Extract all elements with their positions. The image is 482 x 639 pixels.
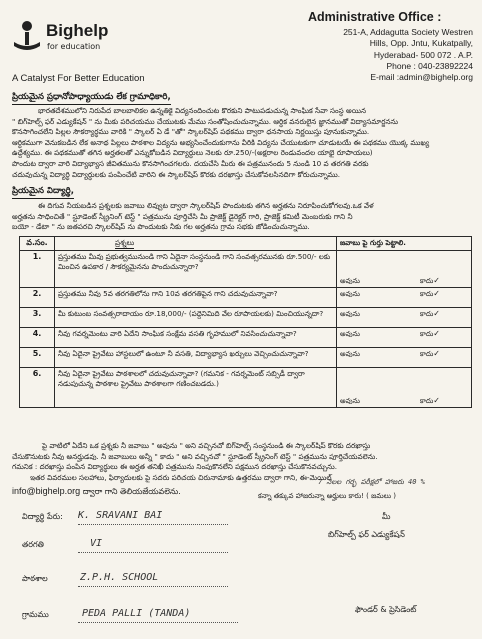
village-label: గ్రామము: [22, 610, 49, 619]
eligibility-table: [19, 236, 472, 408]
closing-org: బిగ్‌హెల్ప్ ఫర్ ఎడ్యుకేషన్: [328, 530, 405, 539]
address-line: Hills, Opp. Jntu, Kukatpally,: [369, 38, 473, 49]
row-question: నీవు ఏదైనా ప్రైవేటు హాస్టలులో ఉంటూ నీ వసతి, విద్యాభ్యాస ఖర్చులు వెచ్చించుచున్నావా?: [55, 348, 337, 368]
contact-suffix: ద్వారా గాని తెలియజేయవలెను.: [82, 487, 181, 496]
no-option[interactable]: [390, 276, 440, 286]
intro-paragraph: [12, 106, 472, 180]
village-underline: [78, 622, 238, 623]
no-option[interactable]: [390, 309, 440, 319]
yes-option[interactable]: అవును: [340, 310, 360, 318]
student-line: ఈ దిగువ నీయబడిన ప్రశ్నలకు జవాబు లివ్వుట ద్వారా స్కాలర్‌షిప్ పొందుటకు తగిన అర్హతను నిరూపించుకోగలవు.ఒక వేళ: [38, 201, 374, 210]
village-field[interactable]: PEDA PALLI (TANDA): [82, 608, 191, 619]
office-address: [298, 27, 473, 83]
row-number: 4.: [20, 328, 55, 348]
row-question: ప్రస్తుతము నీవు 5వ తరగతిలోను గాని 10వ తరగతిపైన గాని చదువుచున్నావా?: [55, 288, 337, 308]
intro-line: ఆర్థికముగా వెనుకబడిన లేక అనాథ పిల్లలు పాఠశాల విద్యను అభ్యసించేందుకుగాను వీరికి విద్యను చేయుటకుగా చూడుటయే ఈ పథకము యొక్క ముఖ్య: [12, 137, 430, 147]
closing-role: ఫౌండర్ & ప్రెసిడెంట్: [355, 605, 417, 614]
row-question: ప్రస్తుతము మీవు ప్రభుత్వమునుండి గాని ఏదైనా సంస్థనుండి గాని సంవత్సరమునకు రూ.500/- లకు మించిన ఉపకార / సౌకర్యమైనను పొందుచున్నారా?: [55, 251, 337, 288]
student-line: బయో - డేటా " ను జతపరచి స్కాలర్‌షిప్ ను పొందుటకు నీకు గల అర్హతను గ్రామ సభకు జోడించుచున్నాము.: [12, 222, 310, 232]
intro-line: కొనసాగించలేని పిల్లల సౌకర్యార్థము వారికి " స్కాలర్ ఏ డే "తో" స్కాలర్‌షిప్ పథకము ద్వారా ధనసాయ నిర్ణయిస్తు పూనుకున్నాము.: [12, 127, 370, 137]
yes-option[interactable]: అవును: [340, 397, 360, 405]
check-mark-icon: ✓: [433, 396, 440, 405]
no-label: కాదు: [419, 350, 434, 358]
header-answer: జవాబు పై గుర్తు పెట్టాలి.: [337, 237, 472, 251]
row-answer: [337, 328, 472, 348]
check-mark-icon: ✓: [433, 289, 440, 298]
yes-option[interactable]: అవును: [340, 290, 360, 298]
school-label: పాఠశాల: [22, 574, 48, 583]
instruction-line: ఇతర వివరముల సలహాలు, ఫిర్యాదులకు పై సదరు పరిచయ చిరునామాకు ఉత్తరము ద్వారా గాని, ఈ-మెయిల్: [30, 472, 332, 482]
student-name-label: విద్యార్థి పేరు:: [22, 512, 63, 521]
contact-email[interactable]: info@bighelp.org: [12, 486, 81, 496]
intro-line: చదువుచున్న విద్యార్థి విద్యార్థులకు పంపించేటి వారిని ఈ స్కాలర్‌షిప్ కొరకు దరఖాస్తు చేసుకోవలసినదిగా కోరుచున్నాము.: [12, 169, 341, 179]
attendance-note: 7 నెలల గర్భ పరీక్షలో హాజరు 40 %: [318, 478, 425, 486]
instruction-line: చేసుకొనుటకు నీవు అనర్హుడవు. నీ జవాబులు అన్నీ " కాదు " అని వచ్చినచో " స్టూడెంట్ స్క్రీనింగ్ టెస్ట్ " పత్రమును పూర్తిచేయవలెను.: [12, 451, 378, 461]
brand-sub: for education: [47, 42, 101, 51]
table-row: [20, 288, 472, 308]
check-mark-icon: ✓: [433, 349, 440, 358]
row-question: మీ కుటుంబ సంవత్సరాదాయం రూ.18,000/- (పద్దెనిమిది వేల రూపాయలకు) మించియున్నదా?: [55, 308, 337, 328]
table-row: [20, 251, 472, 288]
class-field[interactable]: VI: [90, 538, 103, 549]
no-option[interactable]: [390, 349, 440, 359]
closing-yours: మీ: [382, 512, 391, 521]
no-label: కాదు: [419, 330, 434, 338]
header-serial: వ.సం.: [20, 237, 55, 251]
instruction-line: గమనిక : దరఖాస్తు పంపిన విద్యార్థులు ఈ అర్హత తనిఖీ పత్రమును నింపుకొనలేని పక్షమున దరఖాస్తు చేసుకొనవచ్చును.: [12, 462, 337, 472]
row-number: 2.: [20, 288, 55, 308]
row-number: 3.: [20, 308, 55, 328]
yes-option[interactable]: అవును: [340, 330, 360, 338]
table-row: [20, 308, 472, 328]
class-underline: [78, 552, 228, 553]
address-line: Hyderabad- 500 072 . A.P.: [373, 49, 473, 60]
school-field[interactable]: Z.P.H. SCHOOL: [80, 572, 159, 583]
row-answer: [337, 288, 472, 308]
header-question: [55, 237, 337, 251]
row-answer: [337, 251, 472, 288]
check-mark-icon: ✓: [433, 309, 440, 318]
contact-line: [12, 486, 181, 498]
attendance-note-2: కన్నా తక్కువ హాజరున్నా అర్హులు కారు! ( జమలు ): [258, 492, 396, 500]
no-option[interactable]: [390, 396, 440, 406]
header-question-label: ప్రశ్నలు: [115, 238, 135, 247]
intro-line: ఉద్దేశ్యము. ఈ పథకముతో తగిన అర్హతలతో ఎన్నుకోబడిన విద్యార్థులు నెలకు రూ.250/-(అక్షరాల రెండువందల యాభై రూపాయలు): [12, 148, 373, 158]
instruction-line: పై వాటిలో ఏదేని ఒక ప్రశ్నకు నీ జవాబు " అవును " అని వచ్చినచో బిగ్‌హెల్ప్ సంస్థనుండి ఈ స్కాలర్‌షిప్ కొరకు దరఖాస్తు: [42, 441, 371, 450]
check-mark-icon: ✓: [433, 276, 440, 285]
student-paragraph: [12, 201, 472, 233]
no-label: కాదు: [419, 277, 434, 285]
intro-line: పొందుట ద్వారా వారి విద్యాభ్యాస జీవితమును కొనసాగించగలరు. దయచేసి మీరు ఈ పత్రమునందు 5 నుండి 10 వ తరగతి వరకు: [12, 158, 369, 168]
no-option[interactable]: [390, 329, 440, 339]
intro-line: భారతదేశములోని నిరుపేద బాలబాలికల ఉన్నతికై విద్యనందించుట కొరకుని పాటుపడుచున్న సాంఘిక సేవా సంస్థ అయిన: [38, 106, 367, 115]
no-label: కాదు: [419, 290, 434, 298]
yes-option[interactable]: అవును: [340, 350, 360, 358]
no-label: కాదు: [419, 310, 434, 318]
row-number: 6.: [20, 368, 55, 408]
row-answer: [337, 368, 472, 408]
row-question: నీవు ఏదైనా ప్రైవేటు పాఠశాలలో చదువుచున్నావా? (గమనిక - గవర్నమెంట్ సబ్సిడీ ద్వారా నడుపుచున్న పాఠశాల ప్రైవేటు పాఠశాలగా గణించబడదు.): [55, 368, 337, 408]
name-underline: [78, 524, 228, 525]
logo: [12, 20, 42, 56]
address-phone: Phone : 040-23892224: [386, 60, 473, 71]
salutation-student: ప్రియమైన విద్యార్థి,: [12, 186, 74, 199]
table-row: [20, 368, 472, 408]
salutation-headmaster: ప్రియమైన ప్రధానోపాధ్యాయుడు లేక గ్రామాధికారి,: [12, 92, 171, 105]
address-email: E-mail :admin@bighelp.org: [370, 72, 473, 83]
student-line: అర్హతను సాధించితే " స్టూడెంట్ స్క్రీనింగ్ టెస్ట్ " పత్రమును పూర్తిచేసి మీ ప్రాజెక్ట్ డైరెక్టర్ గారి, ప్రాజెక్ట్ కమిటీ మెంబరుకు గాని నీ: [12, 211, 353, 221]
no-label: కాదు: [419, 397, 434, 405]
brand-name: Bighelp: [46, 21, 109, 40]
table-row: [20, 348, 472, 368]
row-number: 1.: [20, 251, 55, 288]
table-row: [20, 328, 472, 348]
logo-icon: [12, 20, 42, 56]
no-option[interactable]: [390, 289, 440, 299]
class-label: తరగతి: [22, 540, 44, 549]
yes-option[interactable]: అవును: [340, 277, 360, 285]
row-answer: [337, 348, 472, 368]
table-header-row: [20, 237, 472, 251]
address-line: 251-A, Addagutta Society Westren: [343, 27, 473, 37]
row-answer: [337, 308, 472, 328]
student-name-field[interactable]: K. SRAVANI BAI: [78, 510, 163, 521]
tagline: A Catalyst For Better Education: [12, 73, 145, 84]
row-number: 5.: [20, 348, 55, 368]
row-question: నీవు గవర్నమెంటు వారి ఏదేని సాంఘిక సంక్షేమ వసతి గృహములో నివసించుచున్నావా?: [55, 328, 337, 348]
check-mark-icon: ✓: [433, 329, 440, 338]
intro-line: " బిగ్‌హెల్ప్ ఫర్ ఎడ్యుకేషన్ " ను మీకు పరిచయము చేయుటకు మేము సంతోషించుచున్నాము. ఆర్థిక వనరులైన జ్ఞానముతో విద్యాసమార్జనను: [12, 116, 399, 126]
office-title: Administrative Office :: [308, 10, 442, 24]
school-underline: [78, 586, 228, 587]
